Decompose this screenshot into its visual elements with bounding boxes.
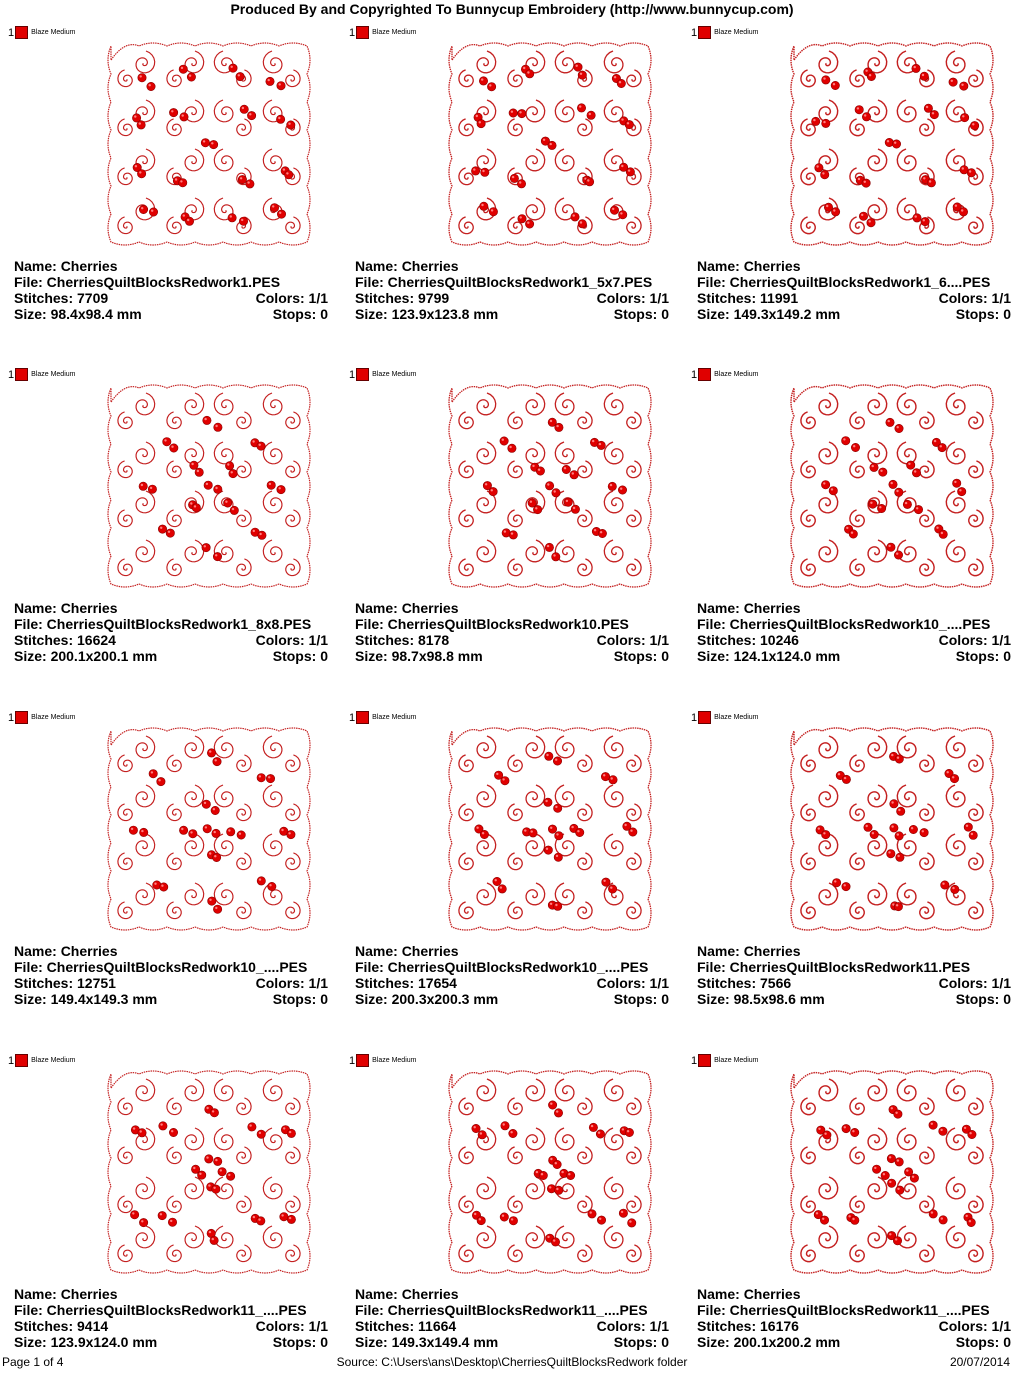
stops-field: Stops: 0 (272, 306, 328, 322)
colors-field: Colors: 1/1 (255, 1318, 328, 1334)
embroidery-design-preview (105, 382, 313, 590)
file-field: File: CherriesQuiltBlocksRedwork1_6....PES (697, 274, 991, 290)
size-field: Size: 98.7x98.8 mm (355, 648, 483, 664)
design-card (341, 22, 671, 362)
thread-legend (349, 26, 416, 39)
file-field: File: CherriesQuiltBlocksRedwork11_....PES (14, 1302, 307, 1318)
thread-name: Blaze Medium (714, 1057, 759, 1064)
thread-number: 1 (8, 1054, 15, 1067)
thread-name: Blaze Medium (372, 1057, 417, 1064)
thread-number: 1 (8, 26, 15, 39)
thread-name: Blaze Medium (714, 371, 759, 378)
name-field: Name: Cherries (697, 258, 801, 274)
name-field: Name: Cherries (355, 258, 459, 274)
thread-legend (691, 711, 758, 724)
design-info (697, 1286, 1011, 1350)
design-card (0, 364, 330, 704)
stitches-field: Stitches: 9414 (14, 1318, 109, 1334)
thread-number: 1 (8, 368, 15, 381)
thread-name: Blaze Medium (31, 714, 76, 721)
embroidery-design-preview (788, 1068, 996, 1276)
page-header: Produced By and Copyrighted To Bunnycup Embroidery (http://www.bunnycup.com) (230, 1, 794, 17)
design-info (697, 600, 1011, 664)
thread-number: 1 (8, 711, 15, 724)
file-field: File: CherriesQuiltBlocksRedwork1_8x8.PES (14, 616, 312, 632)
thread-color-swatch (15, 1054, 28, 1067)
thread-legend (349, 1054, 416, 1067)
thread-legend (8, 368, 75, 381)
name-field: Name: Cherries (697, 1286, 801, 1302)
name-field: Name: Cherries (355, 600, 459, 616)
design-info (355, 600, 669, 664)
design-card (683, 22, 1013, 362)
size-field: Size: 124.1x124.0 mm (697, 648, 841, 664)
design-info (355, 1286, 669, 1350)
size-field: Size: 149.4x149.3 mm (14, 991, 158, 1007)
thread-legend (349, 368, 416, 381)
design-info (14, 943, 328, 1007)
design-info (355, 943, 669, 1007)
stops-field: Stops: 0 (272, 991, 328, 1007)
stops-field: Stops: 0 (955, 648, 1011, 664)
colors-field: Colors: 1/1 (938, 290, 1011, 306)
source-path: Source: C:\Users\ans\Desktop\CherriesQuiltBlocksRedwork folder (336, 1355, 688, 1369)
size-field: Size: 123.9x123.8 mm (355, 306, 499, 322)
embroidery-design-preview (446, 382, 654, 590)
embroidery-design-preview (446, 40, 654, 248)
file-field: File: CherriesQuiltBlocksRedwork10_....PES (355, 959, 649, 975)
name-field: Name: Cherries (355, 943, 459, 959)
thread-number: 1 (691, 1054, 698, 1067)
thread-number: 1 (691, 26, 698, 39)
stitches-field: Stitches: 12751 (14, 975, 116, 991)
design-card (0, 22, 330, 362)
size-field: Size: 98.4x98.4 mm (14, 306, 142, 322)
design-info (697, 258, 1011, 322)
design-info (14, 1286, 328, 1350)
print-date: 20/07/2014 (949, 1355, 1010, 1369)
stitches-field: Stitches: 7566 (697, 975, 792, 991)
thread-number: 1 (349, 711, 356, 724)
thread-color-swatch (698, 26, 711, 39)
file-field: File: CherriesQuiltBlocksRedwork10.PES (355, 616, 629, 632)
stops-field: Stops: 0 (272, 648, 328, 664)
page-footer (0, 1355, 1024, 1369)
size-field: Size: 200.1x200.2 mm (697, 1334, 841, 1350)
name-field: Name: Cherries (14, 258, 118, 274)
stops-field: Stops: 0 (613, 991, 669, 1007)
thread-color-swatch (698, 1054, 711, 1067)
thread-legend (8, 711, 75, 724)
stitches-field: Stitches: 8178 (355, 632, 450, 648)
design-info (355, 258, 669, 322)
size-field: Size: 200.1x200.1 mm (14, 648, 158, 664)
thread-legend (8, 26, 75, 39)
thread-color-swatch (356, 26, 369, 39)
thread-color-swatch (15, 26, 28, 39)
thread-name: Blaze Medium (372, 714, 417, 721)
file-field: File: CherriesQuiltBlocksRedwork11_....PES (355, 1302, 648, 1318)
name-field: Name: Cherries (14, 600, 118, 616)
thread-name: Blaze Medium (31, 371, 76, 378)
file-field: File: CherriesQuiltBlocksRedwork11.PES (697, 959, 971, 975)
size-field: Size: 149.3x149.2 mm (697, 306, 841, 322)
colors-field: Colors: 1/1 (596, 290, 669, 306)
embroidery-design-preview (788, 725, 996, 933)
colors-field: Colors: 1/1 (596, 1318, 669, 1334)
file-field: File: CherriesQuiltBlocksRedwork10_....PES (697, 616, 991, 632)
thread-legend (8, 1054, 75, 1067)
thread-color-swatch (15, 711, 28, 724)
thread-color-swatch (15, 368, 28, 381)
embroidery-design-preview (446, 725, 654, 933)
design-card (341, 1050, 671, 1390)
colors-field: Colors: 1/1 (255, 975, 328, 991)
embroidery-design-preview (788, 382, 996, 590)
thread-color-swatch (698, 368, 711, 381)
colors-field: Colors: 1/1 (938, 632, 1011, 648)
thread-legend (691, 368, 758, 381)
thread-legend (349, 711, 416, 724)
size-field: Size: 98.5x98.6 mm (697, 991, 825, 1007)
stitches-field: Stitches: 11991 (697, 290, 799, 306)
thread-color-swatch (698, 711, 711, 724)
thread-legend (691, 26, 758, 39)
stops-field: Stops: 0 (613, 306, 669, 322)
thread-number: 1 (349, 26, 356, 39)
size-field: Size: 200.3x200.3 mm (355, 991, 499, 1007)
embroidery-design-preview (105, 40, 313, 248)
thread-name: Blaze Medium (31, 29, 76, 36)
colors-field: Colors: 1/1 (255, 290, 328, 306)
stops-field: Stops: 0 (955, 1334, 1011, 1350)
stitches-field: Stitches: 7709 (14, 290, 109, 306)
stitches-field: Stitches: 16624 (14, 632, 116, 648)
design-card (0, 1050, 330, 1390)
name-field: Name: Cherries (697, 600, 801, 616)
thread-number: 1 (691, 368, 698, 381)
thread-name: Blaze Medium (31, 1057, 76, 1064)
page-number: Page 1 of 4 (2, 1355, 64, 1369)
thread-number: 1 (349, 368, 356, 381)
stops-field: Stops: 0 (272, 1334, 328, 1350)
design-info (697, 943, 1011, 1007)
design-card (0, 707, 330, 1047)
design-card (683, 707, 1013, 1047)
stops-field: Stops: 0 (955, 306, 1011, 322)
stitches-field: Stitches: 16176 (697, 1318, 799, 1334)
file-field: File: CherriesQuiltBlocksRedwork10_....PES (14, 959, 308, 975)
file-field: File: CherriesQuiltBlocksRedwork1_5x7.PES (355, 274, 653, 290)
name-field: Name: Cherries (14, 1286, 118, 1302)
size-field: Size: 149.3x149.4 mm (355, 1334, 499, 1350)
stitches-field: Stitches: 10246 (697, 632, 799, 648)
colors-field: Colors: 1/1 (938, 1318, 1011, 1334)
thread-color-swatch (356, 711, 369, 724)
colors-field: Colors: 1/1 (938, 975, 1011, 991)
file-field: File: CherriesQuiltBlocksRedwork11_....PES (697, 1302, 990, 1318)
embroidery-design-preview (446, 1068, 654, 1276)
file-field: File: CherriesQuiltBlocksRedwork1.PES (14, 274, 281, 290)
thread-number: 1 (691, 711, 698, 724)
thread-name: Blaze Medium (714, 714, 759, 721)
thread-name: Blaze Medium (714, 29, 759, 36)
embroidery-design-preview (105, 725, 313, 933)
stitches-field: Stitches: 9799 (355, 290, 450, 306)
name-field: Name: Cherries (355, 1286, 459, 1302)
design-card (683, 1050, 1013, 1390)
thread-legend (691, 1054, 758, 1067)
name-field: Name: Cherries (697, 943, 801, 959)
stops-field: Stops: 0 (613, 1334, 669, 1350)
design-card (341, 707, 671, 1047)
stitches-field: Stitches: 17654 (355, 975, 457, 991)
stitches-field: Stitches: 11664 (355, 1318, 457, 1334)
name-field: Name: Cherries (14, 943, 118, 959)
size-field: Size: 123.9x124.0 mm (14, 1334, 158, 1350)
thread-color-swatch (356, 1054, 369, 1067)
colors-field: Colors: 1/1 (255, 632, 328, 648)
stops-field: Stops: 0 (613, 648, 669, 664)
colors-field: Colors: 1/1 (596, 632, 669, 648)
design-info (14, 258, 328, 322)
stops-field: Stops: 0 (955, 991, 1011, 1007)
thread-number: 1 (349, 1054, 356, 1067)
design-card (341, 364, 671, 704)
thread-name: Blaze Medium (372, 371, 417, 378)
colors-field: Colors: 1/1 (596, 975, 669, 991)
design-info (14, 600, 328, 664)
embroidery-design-preview (788, 40, 996, 248)
embroidery-design-preview (105, 1068, 313, 1276)
thread-color-swatch (356, 368, 369, 381)
thread-name: Blaze Medium (372, 29, 417, 36)
design-card (683, 364, 1013, 704)
